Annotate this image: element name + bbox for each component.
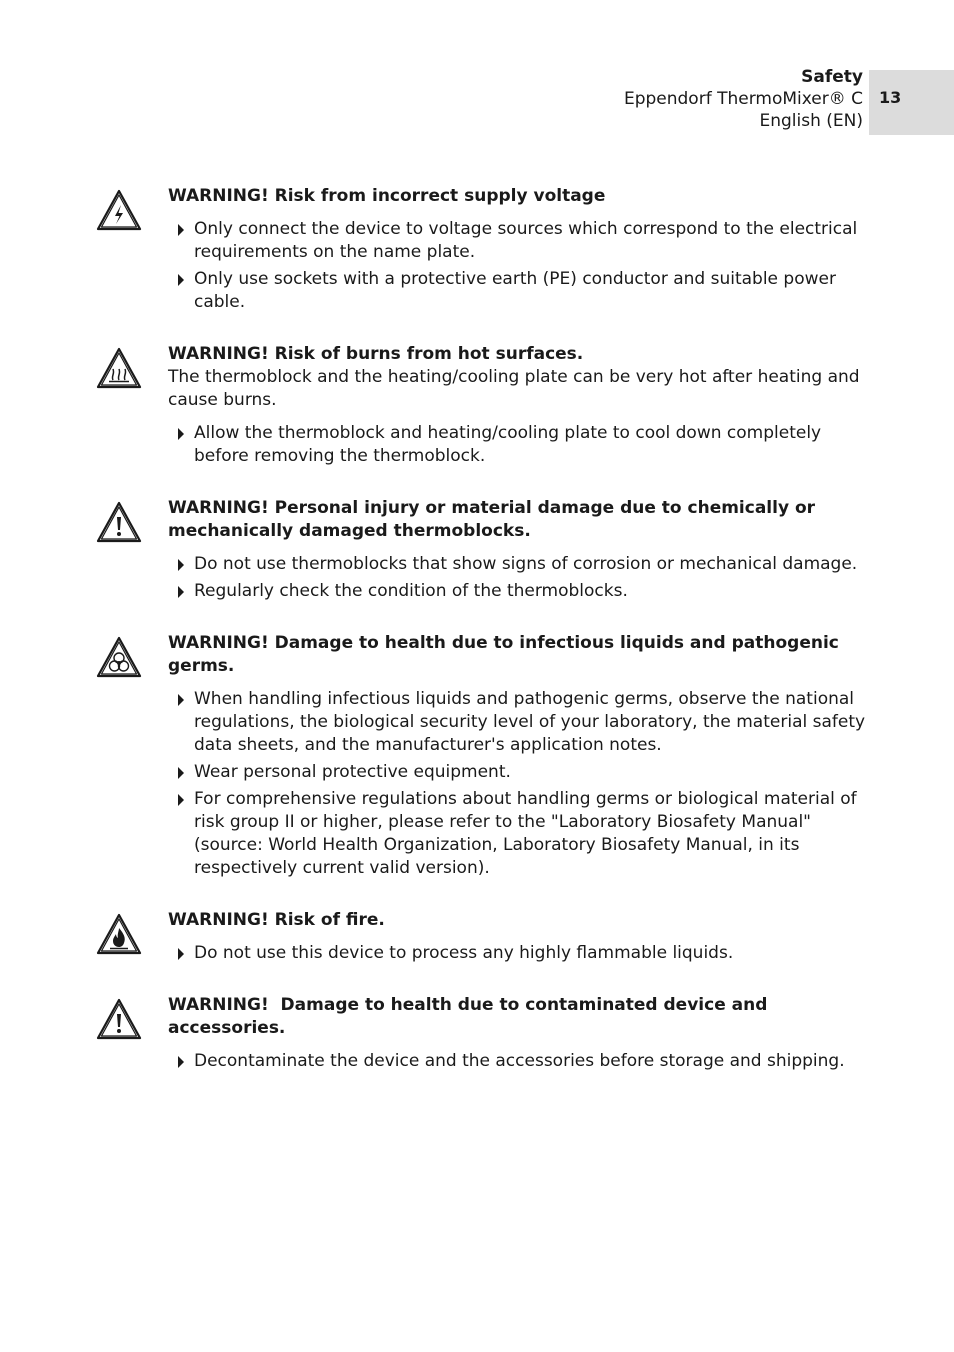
instruction-item: Do not use thermoblocks that show signs of corrosion or mechanical damage.: [168, 553, 868, 576]
instruction-item: Only connect the device to voltage sources which correspond to the electrical requirements on the name plate.: [168, 218, 868, 264]
warning-biohazard: [168, 632, 868, 884]
warning-contamination: [168, 994, 868, 1077]
instruction-list: [168, 553, 868, 603]
instruction-list: [168, 422, 868, 468]
page-header: [624, 66, 863, 132]
warning-title: WARNING! Damage to health due to infectious liquids and pathogenic germs.: [168, 633, 839, 676]
warning-voltage: [168, 185, 868, 318]
instruction-list: [168, 1050, 868, 1073]
instruction-list: [168, 218, 868, 314]
instruction-list: [168, 942, 868, 965]
instruction-item: Decontaminate the device and the accessories before storage and shipping.: [168, 1050, 868, 1073]
biohazard-warning-icon: [96, 636, 142, 678]
chapter-title: Safety: [801, 67, 863, 87]
instruction-item: When handling infectious liquids and pathogenic germs, observe the national regulations, the biological security level of your laboratory, the material safety data sheets, and the manufacturer's application notes.: [168, 688, 868, 757]
instruction-item: Wear personal protective equipment.: [168, 761, 868, 784]
instruction-item: For comprehensive regulations about handling germs or biological material of risk group II or higher, please refer to the "Laboratory Biosafety Manual" (source: World Health Organization, Laboratory Biosafety Manual, in its respectively current valid version).: [168, 788, 868, 880]
warning-fire: [168, 909, 868, 969]
warning-title: WARNING! Risk of fire.: [168, 910, 385, 930]
warning-title: WARNING! Risk of burns from hot surfaces.: [168, 344, 584, 364]
instruction-item: Do not use this device to process any highly flammable liquids.: [168, 942, 868, 965]
hot-surface-warning-icon: [96, 347, 142, 389]
warning-hot-surface: [168, 343, 868, 472]
instruction-item: Regularly check the condition of the thermoblocks.: [168, 580, 868, 603]
fire-warning-icon: [96, 913, 142, 955]
general-warning-icon: [96, 501, 142, 543]
general-warning-icon: [96, 998, 142, 1040]
warning-damaged-thermoblocks: [168, 497, 868, 607]
warning-description: The thermoblock and the heating/cooling plate can be very hot after heating and cause burns.: [168, 367, 860, 410]
page-number-tab: 13: [869, 70, 954, 135]
instruction-list: [168, 688, 868, 880]
electricity-warning-icon: [96, 189, 142, 231]
instruction-item: Only use sockets with a protective earth (PE) conductor and suitable power cable.: [168, 268, 868, 314]
product-name: Eppendorf ThermoMixer® C: [623, 89, 863, 109]
warning-title: WARNING! Personal injury or material damage due to chemically or mechanically damaged thermoblocks.: [168, 498, 816, 541]
language-label: English (EN): [759, 111, 863, 131]
instruction-item: Allow the thermoblock and heating/cooling plate to cool down completely before removing the thermoblock.: [168, 422, 868, 468]
warning-title: WARNING! Risk from incorrect supply voltage: [168, 186, 606, 206]
warning-title: WARNING! Damage to health due to contaminated device and accessories.: [168, 995, 774, 1038]
